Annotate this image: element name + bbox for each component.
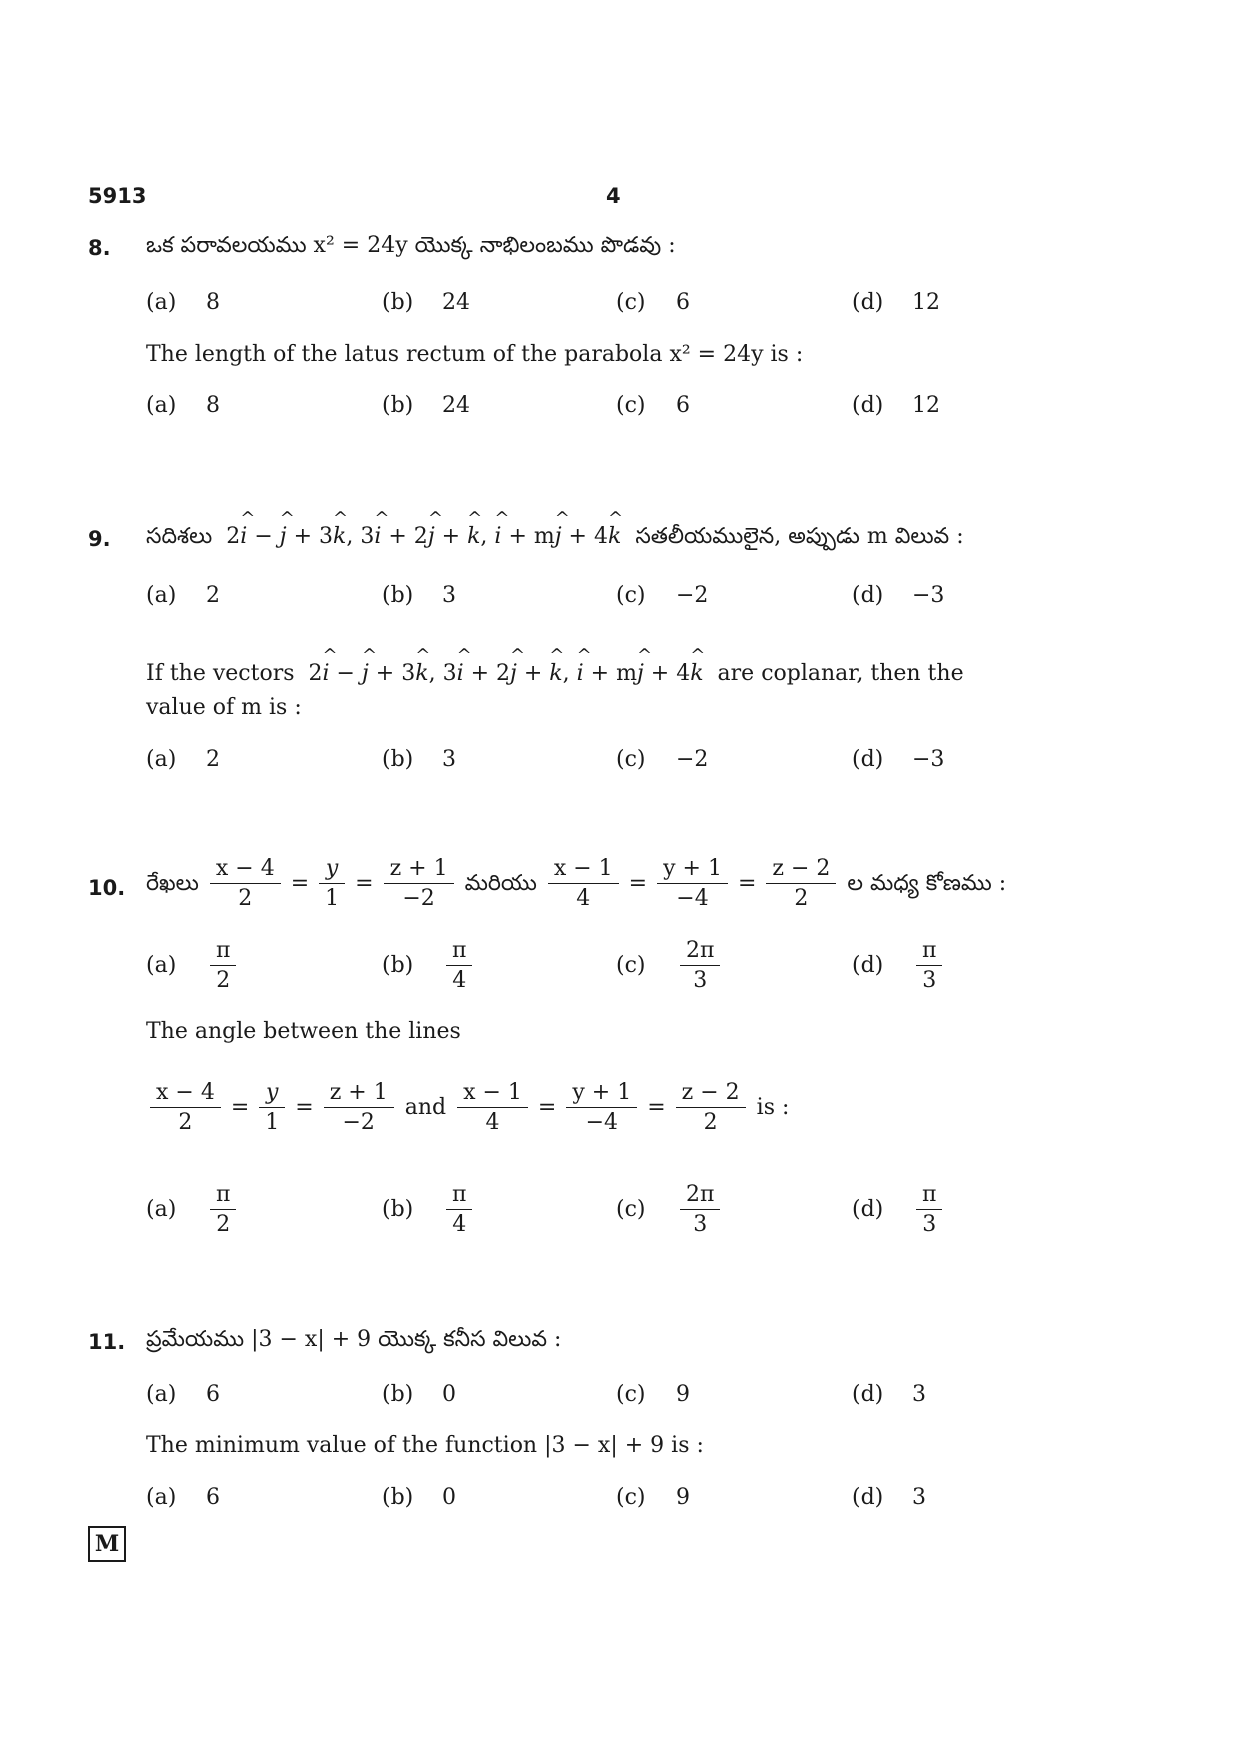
question-11-number: 11. xyxy=(88,1330,126,1354)
question-11-te-option-d: (d) 3 xyxy=(852,1382,926,1407)
question-11-te-option-c: (c) 9 xyxy=(616,1382,690,1407)
question-10-en-line1: The angle between the lines xyxy=(146,1019,461,1044)
line-2-equation: $\frac{x - 1}{4}$ = $\frac{y + 1}{-4}$ = $\frac{z - 2}{2}$ xyxy=(453,1095,750,1120)
question-10-telugu xyxy=(146,856,1006,912)
question-11-en-option-d: (d) 3 xyxy=(852,1485,926,1510)
vector-expression: 2^ i − ^ j + 3^ k, 3^ i + 2^ j + ^ k, ^ i + m^ j + 4^ k xyxy=(302,661,711,686)
question-10-en-option-b: (b) $\frac{\pi}{4}$ xyxy=(382,1182,476,1238)
question-10-number: 10. xyxy=(88,876,126,900)
question-10-en-option-c: (c) $\frac{2\pi}{3}$ xyxy=(616,1182,724,1238)
question-9-te-prefix: సదిశలు xyxy=(146,524,213,549)
question-10-en-option-a: (a) $\frac{\pi}{2}$ xyxy=(146,1182,240,1238)
question-10-te-option-c: (c) $\frac{2\pi}{3}$ xyxy=(616,938,724,994)
question-9-en-line2: value of m is : xyxy=(146,695,302,720)
question-8-te-option-b: (b) 24 xyxy=(382,290,470,315)
question-9-en-option-d: (d) −3 xyxy=(852,747,945,772)
question-9-te-suffix: సతలీయములైన, అప్పుడు m విలువ : xyxy=(635,524,964,549)
question-8-te-option-d: (d) 12 xyxy=(852,290,940,315)
question-9-en-option-c: (c) −2 xyxy=(616,747,709,772)
question-10-te-option-b: (b) $\frac{\pi}{4}$ xyxy=(382,938,476,994)
question-10-en-is: is : xyxy=(756,1094,790,1120)
question-8-en-option-c: (c) 6 xyxy=(616,393,690,418)
question-8-telugu: ఒక పరావలయము x² = 24y యొక్క నాభిలంబము పొడవు : xyxy=(146,233,676,258)
question-9-number: 9. xyxy=(88,527,111,551)
question-8-te-option-a: (a) 8 xyxy=(146,290,220,315)
question-9-te-option-d: (d) −3 xyxy=(852,583,945,608)
question-9-te-option-c: (c) −2 xyxy=(616,583,709,608)
question-8-te-option-c: (c) 6 xyxy=(616,290,690,315)
question-9-en-option-a: (a) 2 xyxy=(146,747,220,772)
question-9-te-option-b: (b) 3 xyxy=(382,583,456,608)
paper-code: 5913 xyxy=(88,184,147,208)
question-10-te-prefix: రేఖలు xyxy=(146,870,199,896)
question-10-te-suffix: ల మధ్య కోణము : xyxy=(847,870,1007,896)
question-10-en-line2 xyxy=(146,1080,789,1136)
line-2-equation: $\frac{x - 1}{4}$ = $\frac{y + 1}{-4}$ = $\frac{z - 2}{2}$ xyxy=(544,871,841,896)
page-number: 4 xyxy=(606,184,621,208)
question-8-en-option-d: (d) 12 xyxy=(852,393,940,418)
question-9-en-suffix: are coplanar, then the xyxy=(717,661,964,686)
question-11-en-option-c: (c) 9 xyxy=(616,1485,690,1510)
line-1-equation: $\frac{x - 4}{2}$ = $\frac{y}{1}$ = $\frac{z + 1}{-2}$ xyxy=(206,871,458,896)
question-10-te-option-a: (a) $\frac{\pi}{2}$ xyxy=(146,938,240,994)
question-9-english xyxy=(146,661,964,686)
question-11-te-option-a: (a) 6 xyxy=(146,1382,220,1407)
question-11-english: The minimum value of the function |3 − x| + 9 is : xyxy=(146,1433,704,1458)
question-10-te-option-d: (d) $\frac{\pi}{3}$ xyxy=(852,938,946,994)
question-11-te-option-b: (b) 0 xyxy=(382,1382,456,1407)
question-10-en-and: and xyxy=(404,1094,447,1120)
question-8-english: The length of the latus rectum of the parabola x² = 24y is : xyxy=(146,342,804,367)
question-8-en-option-b: (b) 24 xyxy=(382,393,470,418)
line-1-equation: $\frac{x - 4}{2}$ = $\frac{y}{1}$ = $\frac{z + 1}{-2}$ xyxy=(146,1095,398,1120)
question-10-en-option-d: (d) $\frac{\pi}{3}$ xyxy=(852,1182,946,1238)
question-10-te-mid: మరియు xyxy=(464,870,537,896)
question-9-telugu xyxy=(146,524,964,554)
question-9-en-prefix: If the vectors xyxy=(146,661,295,686)
medium-mark-box: M xyxy=(88,1526,126,1562)
question-9-te-option-a: (a) 2 xyxy=(146,583,220,608)
question-8-number: 8. xyxy=(88,236,111,260)
question-8-en-option-a: (a) 8 xyxy=(146,393,220,418)
question-11-en-option-b: (b) 0 xyxy=(382,1485,456,1510)
question-11-en-option-a: (a) 6 xyxy=(146,1485,220,1510)
vector-expression: 2^ i − ^ j + 3^ k, 3^ i + 2^ j + ^ k, ^ i + m^ j + 4^ k xyxy=(219,524,628,549)
question-11-telugu: ప్రమేయము |3 − x| + 9 యొక్క కనీస విలువ : xyxy=(146,1327,562,1352)
question-9-en-option-b: (b) 3 xyxy=(382,747,456,772)
